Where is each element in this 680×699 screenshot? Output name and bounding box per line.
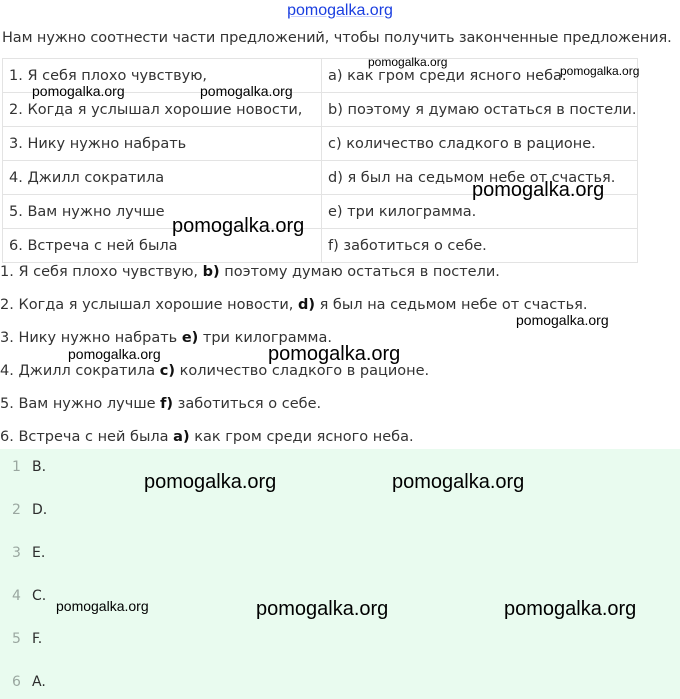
- answer-letter: d): [297, 297, 315, 313]
- answer-letter: a): [173, 429, 190, 445]
- short-answer-value: D.: [32, 502, 48, 518]
- sentence-start: 4. Джилл сократила: [3, 161, 322, 195]
- watermark: pomogalka.org: [56, 598, 149, 614]
- line-number: 1: [12, 459, 21, 475]
- answer-letter: b): [202, 264, 220, 280]
- sentence-end: a) как гром среди ясного неба.: [322, 59, 638, 93]
- answer-sentence: 5. Вам нужно лучше f) заботиться о себе.: [0, 396, 322, 412]
- sentence-start: 2. Когда я услышал хорошие новости,: [3, 93, 322, 127]
- line-number: 5: [12, 631, 21, 647]
- sentence-start: 3. Нику нужно набрать: [3, 127, 322, 161]
- line-number: 2: [12, 502, 21, 518]
- sentence-end: e) три килограмма.: [322, 195, 638, 229]
- watermark: pomogalka.org: [68, 346, 161, 362]
- watermark: pomogalka.org: [392, 471, 525, 493]
- task-instruction: Нам нужно соотнести части предложений, чтобы получить законченные предложения.: [2, 30, 672, 46]
- watermark: pomogalka.org: [256, 598, 389, 620]
- line-number: 6: [12, 674, 21, 690]
- sentence-start: 6. Встреча с ней была: [3, 229, 322, 263]
- answer-letter: c): [159, 363, 175, 379]
- answer-sentence: 6. Встреча с ней была a) как гром среди ясного неба.: [0, 429, 414, 445]
- line-number: 4: [12, 588, 21, 604]
- answer-sentence: 3. Нику нужно набрать e) три килограмма.: [0, 330, 332, 346]
- watermark: pomogalka.org: [200, 83, 293, 99]
- sentence-end: c) количество сладкого в рационе.: [322, 127, 638, 161]
- table-row: [3, 229, 638, 263]
- short-answer-row: [12, 672, 46, 692]
- watermark: pomogalka.org: [472, 179, 605, 201]
- sentence-start: 5. Вам нужно лучше: [3, 195, 322, 229]
- watermark: pomogalka.org: [172, 215, 305, 237]
- short-answer-row: [12, 500, 47, 520]
- answer-sentence: 1. Я себя плохо чувствую, b) поэтому думаю остаться в постели.: [0, 264, 500, 280]
- watermark: pomogalka.org: [144, 471, 277, 493]
- site-logo[interactable]: pomogalka.org: [287, 2, 393, 19]
- line-number: 3: [12, 545, 21, 561]
- short-answer-value: B.: [32, 459, 47, 475]
- watermark: pomogalka.org: [268, 343, 401, 365]
- short-answers-panel: [0, 449, 680, 699]
- sentence-end: f) заботиться о себе.: [322, 229, 638, 263]
- watermark: pomogalka.org: [368, 55, 448, 69]
- watermark: pomogalka.org: [504, 598, 637, 620]
- table-row: [3, 127, 638, 161]
- short-answer-value: E.: [32, 545, 46, 561]
- short-answer-row: [12, 629, 42, 649]
- watermark: pomogalka.org: [560, 64, 640, 78]
- answer-letter: f): [160, 396, 174, 412]
- answer-sentence: 4. Джилл сократила c) количество сладкого в рационе.: [0, 363, 430, 379]
- short-answer-row: [12, 543, 45, 563]
- short-answer-value: A.: [32, 674, 46, 690]
- short-answer-value: C.: [32, 588, 47, 604]
- short-answer-row: [12, 586, 46, 606]
- answer-sentence: 2. Когда я услышал хорошие новости, d) я был на седьмом небе от счастья.: [0, 297, 588, 313]
- sentence-start: 1. Я себя плохо чувствую,: [3, 59, 322, 93]
- answer-letter: e): [181, 330, 199, 346]
- short-answer-row: [12, 457, 46, 477]
- sentence-end: b) поэтому я думаю остаться в постели.: [322, 93, 638, 127]
- watermark: pomogalka.org: [32, 83, 125, 99]
- sentence-end: d) я был на седьмом небе от счастья.: [322, 161, 638, 195]
- watermark: pomogalka.org: [516, 312, 609, 328]
- short-answer-value: F.: [32, 631, 43, 647]
